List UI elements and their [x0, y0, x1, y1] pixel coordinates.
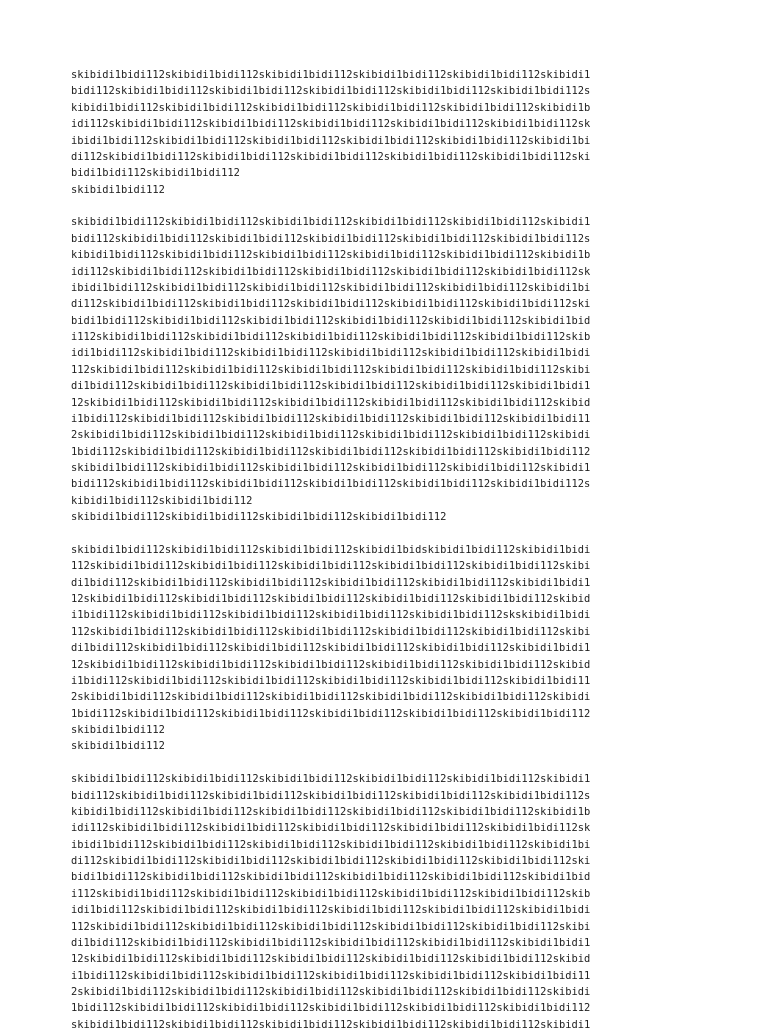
text-line: skibidi1bidi112skibidi1bidi112skibidi1bidi112skibidi1bidi112skibidi1bidi112skibidi1 — [71, 462, 591, 474]
text-line: bidi112skibidi1bidi112skibidi1bidi112skibidi1bidi112skibidi1bidi112skibidi1bidi112s — [71, 789, 591, 802]
text-line: di1bidi112skibidi1bidi112skibidi1bidi112skibidi1bidi112skibidi1bidi112skibidi1bidi1 — [71, 380, 591, 393]
text-line: 1bidi112skibidi1bidi112skibidi1bidi112skibidi1bidi112skibidi1bidi112skibidi1bidi112 — [71, 707, 591, 720]
paragraph-gap — [71, 755, 711, 771]
text-line: 12skibidi1bidi112skibidi1bidi112skibidi1bidi112skibidi1bidi112skibidi1bidi112skibid — [71, 593, 591, 605]
text-line: bidi112skibidi1bidi112skibidi1bidi112skibidi1bidi112skibidi1bidi112skibidi1bidi112s — [71, 232, 591, 245]
text-line: skibidi1bidi112skibidi1bidi112skibidi1bidi112skibidi1bidi112 — [71, 511, 447, 524]
text-line: di112skibidi1bidi112skibidi1bidi112skibidi1bidi112skibidi1bidi112skibidi1bidi112ski — [71, 298, 591, 311]
text-line: bidi1bidi112skibidi1bidi112skibidi1bidi112skibidi1bidi112skibidi1bidi112skibidi1bid — [71, 314, 591, 327]
text-line: skibidi1bidi112 — [71, 740, 165, 753]
text-line: di1bidi112skibidi1bidi112skibidi1bidi112skibidi1bidi112skibidi1bidi112skibidi1bidi1 — [71, 936, 591, 949]
paragraph — [71, 214, 711, 525]
text-line: di112skibidi1bidi112skibidi1bidi112skibidi1bidi112skibidi1bidi112skibidi1bidi112ski — [71, 150, 591, 163]
text-line: 2skibidi1bidi112skibidi1bidi112skibidi1bidi112skibidi1bidi112skibidi1bidi112skibidi — [71, 429, 591, 442]
text-line: 12skibidi1bidi112skibidi1bidi112skibidi1bidi112skibidi1bidi112skibidi1bidi112skibid — [71, 953, 591, 966]
text-line: ibidi1bidi112skibidi1bidi112skibidi1bidi112skibidi1bidi112skibidi1bidi112skibidi1bi — [71, 281, 591, 294]
text-line: kibidi1bidi112skibidi1bidi112skibidi1bidi112skibidi1bidi112skibidi1bidi112skibidi1b — [71, 249, 591, 262]
text-line: 1bidi112skibidi1bidi112skibidi1bidi112skibidi1bidi112skibidi1bidi112skibidi1bidi112 — [71, 1002, 591, 1015]
text-line: i112skibidi1bidi112skibidi1bidi112skibidi1bidi112skibidi1bidi112skibidi1bidi112skib — [71, 331, 591, 343]
text-line: i1bidi112skibidi1bidi112skibidi1bidi112skibidi1bidi112skibidi1bidi112skibidi1bidi11 — [71, 674, 591, 687]
text-line: bidi1bidi112skibidi1bidi112 — [71, 167, 240, 180]
text-line: idi112skibidi1bidi112skibidi1bidi112skibidi1bidi112skibidi1bidi112skibidi1bidi112sk — [71, 265, 591, 278]
text-line: skibidi1bidi112 — [71, 183, 165, 196]
paragraph-gap — [71, 526, 711, 542]
text-line: i1bidi112skibidi1bidi112skibidi1bidi112skibidi1bidi112skibidi1bidi112skibidi1bidi11 — [71, 412, 591, 425]
text-line: ibidi1bidi112skibidi1bidi112skibidi1bidi112skibidi1bidi112skibidi1bidi112skibidi1bi — [71, 134, 591, 147]
text-line: bidi112skibidi1bidi112skibidi1bidi112skibidi1bidi112skibidi1bidi112skibidi1bidi112s — [71, 85, 591, 98]
text-line: kibidi1bidi112skibidi1bidi112skibidi1bidi112skibidi1bidi112skibidi1bidi112skibidi1b — [71, 805, 591, 818]
text-line: i1bidi112skibidi1bidi112skibidi1bidi112skibidi1bidi112skibidi1bidi112skibidi1bidi11 — [71, 969, 591, 982]
document-page — [71, 67, 711, 1033]
text-line: 112skibidi1bidi112skibidi1bidi112skibidi1bidi112skibidi1bidi112skibidi1bidi112skibi — [71, 363, 591, 376]
text-line: bidi1bidi112skibidi1bidi112skibidi1bidi112skibidi1bidi112skibidi1bidi112skibidi1bid — [71, 871, 591, 884]
text-line: di112skibidi1bidi112skibidi1bidi112skibidi1bidi112skibidi1bidi112skibidi1bidi112ski — [71, 855, 591, 867]
text-line: i1bidi112skibidi1bidi112skibidi1bidi112skibidi1bidi112skibidi1bidi112skskibidi1bidi — [71, 609, 591, 622]
paragraph-gap — [71, 198, 711, 214]
text-line: 1bidi112skibidi1bidi112skibidi1bidi112skibidi1bidi112skibidi1bidi112skibidi1bidi112 — [71, 445, 591, 458]
text-line: 112skibidi1bidi112skibidi1bidi112skibidi1bidi112skibidi1bidi112skibidi1bidi112skibi — [71, 560, 591, 573]
paragraph — [71, 67, 711, 198]
text-line: 2skibidi1bidi112skibidi1bidi112skibidi1bidi112skibidi1bidi112skibidi1bidi112skibidi — [71, 986, 591, 998]
text-line: idi1bidi112skibidi1bidi112skibidi1bidi112skibidi1bidi112skibidi1bidi112skibidi1bidi — [71, 904, 591, 917]
text-line: di1bidi112skibidi1bidi112skibidi1bidi112skibidi1bidi112skibidi1bidi112skibidi1bidi1 — [71, 642, 591, 655]
text-line: 112skibidi1bidi112skibidi1bidi112skibidi1bidi112skibidi1bidi112skibidi1bidi112skibi — [71, 625, 591, 638]
paragraph — [71, 771, 711, 1033]
paragraph — [71, 542, 711, 755]
text-line: bidi112skibidi1bidi112skibidi1bidi112skibidi1bidi112skibidi1bidi112skibidi1bidi112s — [71, 478, 591, 491]
text-line: skibidi1bidi112skibidi1bidi112skibidi1bidi112skibidi1bidi112skibidi1bidi112skibidi1 — [71, 216, 591, 229]
text-line: ibidi1bidi112skibidi1bidi112skibidi1bidi112skibidi1bidi112skibidi1bidi112skibidi1bi — [71, 838, 591, 851]
text-line: i112skibidi1bidi112skibidi1bidi112skibidi1bidi112skibidi1bidi112skibidi1bidi112skib — [71, 887, 591, 900]
text-line: 12skibidi1bidi112skibidi1bidi112skibidi1bidi112skibidi1bidi112skibidi1bidi112skibid — [71, 658, 591, 671]
text-line: skibidi1bidi112skibidi1bidi112skibidi1bidi112skibidi1bidi112skibidi1bidi112skibidi1 — [71, 773, 591, 786]
text-line: kibidi1bidi112skibidi1bidi112 — [71, 494, 253, 507]
text-line: idi1bidi112skibidi1bidi112skibidi1bidi112skibidi1bidi112skibidi1bidi112skibidi1bidi — [71, 347, 591, 360]
text-line: di1bidi112skibidi1bidi112skibidi1bidi112skibidi1bidi112skibidi1bidi112skibidi1bidi1 — [71, 576, 591, 589]
text-line: skibidi1bidi112skibidi1bidi112skibidi1bidi112skibidi1bidskibidi1bidi112skibidi1bidi — [71, 543, 591, 556]
text-line: 2skibidi1bidi112skibidi1bidi112skibidi1bidi112skibidi1bidi112skibidi1bidi112skibidi — [71, 691, 591, 704]
text-line: skibidi1bidi112 — [71, 724, 165, 736]
text-line: idi112skibidi1bidi112skibidi1bidi112skibidi1bidi112skibidi1bidi112skibidi1bidi112sk — [71, 822, 591, 835]
text-line: skibidi1bidi112skibidi1bidi112skibidi1bidi112skibidi1bidi112skibidi1bidi112skibidi1 — [71, 1018, 591, 1031]
text-line: skibidi1bidi112skibidi1bidi112skibidi1bidi112skibidi1bidi112skibidi1bidi112skibidi1 — [71, 69, 591, 81]
text-line: 12skibidi1bidi112skibidi1bidi112skibidi1bidi112skibidi1bidi112skibidi1bidi112skibid — [71, 396, 591, 409]
text-line: idi112skibidi1bidi112skibidi1bidi112skibidi1bidi112skibidi1bidi112skibidi1bidi112sk — [71, 118, 591, 131]
text-line: 112skibidi1bidi112skibidi1bidi112skibidi1bidi112skibidi1bidi112skibidi1bidi112skibi — [71, 920, 591, 933]
text-line: kibidi1bidi112skibidi1bidi112skibidi1bidi112skibidi1bidi112skibidi1bidi112skibidi1b — [71, 101, 591, 114]
